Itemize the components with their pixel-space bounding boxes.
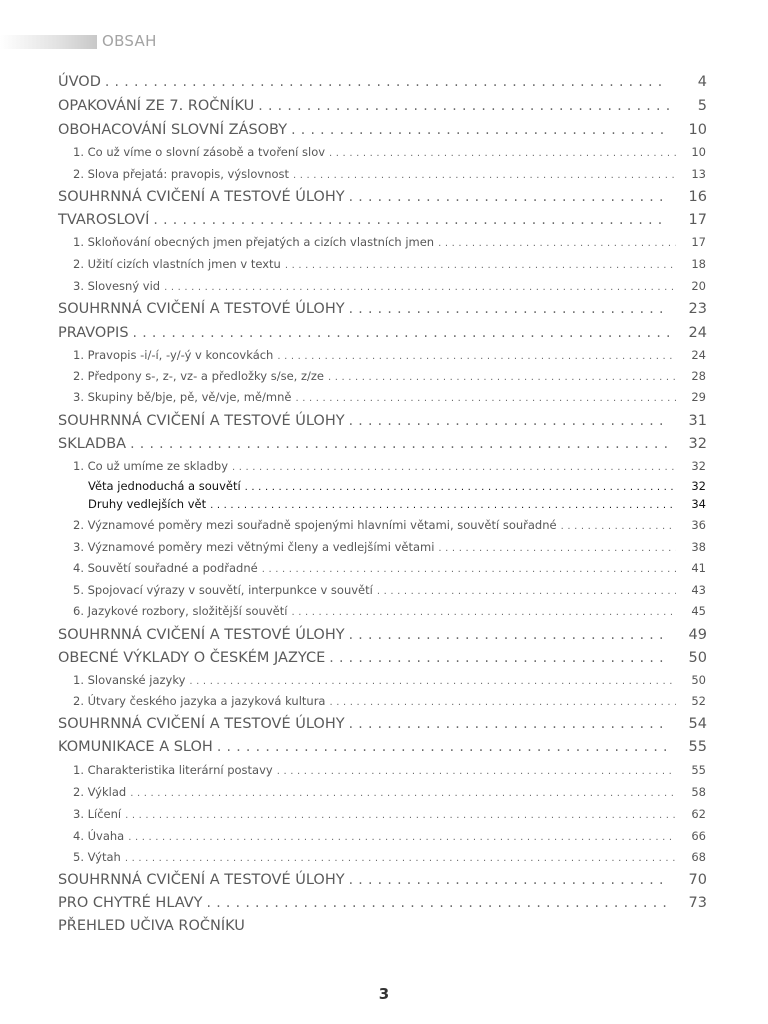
toc-entry-title: 1. Charakteristika literární postavy [73,763,273,777]
toc-entry-6-jazykove-rozbory-slozitejsi-souveti[interactable] [73,604,706,626]
toc-entry-page: 50 [688,650,707,666]
toc-entry-title: ÚVOD [58,74,101,90]
toc-entry-title: KOMUNIKACE A SLOH [58,739,213,755]
toc-entry-4-souveti-souradne-a-podradne[interactable] [73,561,706,583]
toc-entry-page: 55 [691,763,706,777]
dot-leader [125,853,676,864]
toc-entry-page: 68 [691,850,706,864]
toc-entry-page: 28 [691,369,706,383]
toc-entry-page: 24 [688,325,707,341]
toc-entry-5-vytah[interactable] [73,850,706,872]
toc-entry-title: OPAKOVÁNÍ ZE 7. ROČNÍKU [58,98,255,114]
toc-entry-page: 17 [688,212,707,228]
toc-entry-page: 18 [691,257,706,271]
toc-entry-title: SOUHRNNÁ CVIČENÍ A TESTOVÉ ÚLOHY [58,716,345,732]
toc-entry-title: 1. Co už umíme ze skladby [73,459,229,473]
toc-entry-page: 36 [691,518,706,532]
toc-entry-title: 2. Slova přejatá: pravopis, výslovnost [73,167,290,181]
toc-entry-title: 1. Pravopis -i/-í, -y/-ý v koncovkách [73,348,274,362]
toc-entry-page: 32 [691,479,706,493]
toc-entry-souhrnna-cviceni-a-testove-ulohy[interactable] [58,189,707,212]
toc-entry-title: SOUHRNNÁ CVIČENÍ A TESTOVÉ ÚLOHY [58,413,345,429]
toc-entry-tvaroslovi[interactable] [58,212,707,235]
toc-entry-1-charakteristika-literarni-postavy[interactable] [73,763,706,785]
toc-entry-3-skupiny-be-bje-pe-ve-vje-me-mne[interactable] [73,390,706,412]
page-title: OBSAH [102,32,157,50]
dot-leader [258,98,669,114]
toc-entry-page: 45 [691,604,706,618]
toc-entry-title: 3. Líčení [73,807,122,821]
toc-entry-page: 73 [688,895,707,911]
toc-entry-page: 4 [697,74,707,90]
header-decor-bar [0,35,97,49]
toc-entry-2-uziti-cizich-vlastnich-jmen-v-textu[interactable] [73,257,706,279]
toc-entry-obecne-vyklady-o-ceskem-jazyce[interactable] [58,650,707,673]
toc-entry-page: 52 [691,694,706,708]
toc-entry-souhrnna-cviceni-a-testove-ulohy[interactable] [58,301,707,324]
toc-entry-title: SOUHRNNÁ CVIČENÍ A TESTOVÉ ÚLOHY [58,627,345,643]
toc-entry-1-sklonovani-obecnych-jmen-prejatych-a-cizich-vlastnich-jmen[interactable] [73,235,706,257]
toc-entry-title: 1. Co už víme o slovní zásobě a tvoření slov [73,145,326,159]
toc-entry-title: Věta jednoduchá a souvětí [88,479,241,493]
dot-leader [277,766,676,777]
toc-entry-title: 3. Významové poměry mezi větnými členy a vedlejšími větami [73,540,435,554]
dot-leader [291,122,669,138]
toc-entry-page: 70 [688,872,707,888]
dot-leader [349,872,669,888]
dot-leader [349,716,669,732]
toc-entry-title: 1. Slovanské jazyky [73,673,186,687]
toc-entry-title: Druhy vedlejších vět [88,497,207,511]
toc-entry-title: PŘEHLED UČIVA ROČNÍKU [58,918,245,934]
dot-leader [125,810,676,821]
dot-leader [438,543,676,554]
toc-entry-title: SOUHRNNÁ CVIČENÍ A TESTOVÉ ÚLOHY [58,301,345,317]
dot-leader [438,238,676,249]
dot-leader [153,212,669,228]
dot-leader [329,697,676,708]
toc-entry-page: 20 [691,279,706,293]
toc-entry-page: 32 [691,459,706,473]
toc-entry-page: 50 [691,673,706,687]
toc-entry-page: 66 [691,829,706,843]
dot-leader [561,521,676,532]
toc-entry-3-vyznamove-pomery-mezi-vetnymi-cleny-a-vedlejsimi-vetami[interactable] [73,540,706,562]
toc-entry-page: 10 [688,122,707,138]
dot-leader [349,627,669,643]
toc-entry-prehled-uciva-rocniku[interactable] [58,918,707,941]
toc-entry-title: 2. Výklad [73,785,127,799]
toc-entry-page: 31 [688,413,707,429]
toc-entry-title: SOUHRNNÁ CVIČENÍ A TESTOVÉ ÚLOHY [58,872,345,888]
toc-entry-title: PRAVOPIS [58,325,129,341]
toc-entry-page: 24 [691,348,706,362]
toc-entry-page: 62 [691,807,706,821]
toc-entry-druhy-vedlejsich-vet[interactable] [88,497,706,519]
toc-entry-title: PRO CHYTRÉ HLAVY [58,895,203,911]
dot-leader [329,650,669,666]
toc-entry-page: 23 [688,301,707,317]
toc-entry-5-spojovaci-vyrazy-v-souveti-interpunkce-v-souveti[interactable] [73,583,706,605]
dot-leader [105,74,669,90]
toc-entry-title: OBECNÉ VÝKLADY O ČESKÉM JAZYCE [58,650,326,666]
dot-leader [349,189,669,205]
toc-entry-4-uvaha[interactable] [73,829,706,851]
dot-leader [291,607,676,618]
toc-entry-page: 32 [688,436,707,452]
toc-entry-2-vyznamove-pomery-mezi-souradne-spojenymi-hlavnimi-vetami-souveti-souradne[interactable] [73,518,706,540]
toc-entry-3-slovesny-vid[interactable] [73,279,706,301]
toc-entry-title: OBOHACOVÁNÍ SLOVNÍ ZÁSOBY [58,122,288,138]
toc-entry-page: 55 [688,739,707,755]
toc-entry-2-utvary-ceskeho-jazyka-a-jazykova-kultura[interactable] [73,694,706,716]
dot-leader [207,895,669,911]
toc-entry-title: 2. Významové poměry mezi souřadně spojenými hlavními větami, souvětí souřadné [73,518,557,532]
dot-leader [262,564,676,575]
dot-leader [217,739,669,755]
dot-leader [130,788,676,799]
toc-entry-page: 16 [688,189,707,205]
dot-leader [277,351,676,362]
toc-entry-title: 6. Jazykové rozbory, složitější souvětí [73,604,288,618]
page-number: 3 [378,985,390,1003]
toc-entry-2-vyklad[interactable] [73,785,706,807]
toc-entry-page: 17 [691,235,706,249]
dot-leader [189,676,676,687]
toc-entry-title: 5. Spojovací výrazy v souvětí, interpunkce v souvětí [73,583,373,597]
toc-entry-page: 49 [688,627,707,643]
toc-entry-title: 2. Předpony s-, z-, vz- a předložky s/se, z/ze [73,369,324,383]
toc-entry-page: 34 [691,497,706,511]
toc-entry-title: 4. Souvětí souřadné a podřadné [73,561,258,575]
toc-entry-page: 43 [691,583,706,597]
toc-entry-3-liceni[interactable] [73,807,706,829]
toc-entry-1-co-uz-vime-o-slovni-zasobe-a-tvoreni-slov[interactable] [73,145,706,167]
dot-leader [285,260,676,271]
toc-entry-page: 58 [691,785,706,799]
dot-leader [293,170,676,181]
dot-leader [210,500,676,511]
dot-leader [328,372,676,383]
toc-entry-souhrnna-cviceni-a-testove-ulohy[interactable] [58,872,707,895]
dot-leader [377,586,676,597]
toc-entry-title: 2. Užití cizích vlastních jmen v textu [73,257,281,271]
toc-entry-title: SOUHRNNÁ CVIČENÍ A TESTOVÉ ÚLOHY [58,189,345,205]
dot-leader [349,413,669,429]
toc-entry-1-slovanske-jazyky[interactable] [73,673,706,695]
toc-entry-title: 4. Úvaha [73,829,125,843]
toc-entry-title: 3. Skupiny bě/bje, pě, vě/vje, mě/mně [73,390,292,404]
toc-entry-1-pravopis-i-i-y-y-v-koncovkach[interactable] [73,348,706,370]
toc-entry-title: 1. Skloňování obecných jmen přejatých a cizích vlastních jmen [73,235,435,249]
toc-entry-page: 13 [691,167,706,181]
toc-entry-uvod[interactable] [58,74,707,97]
dot-leader [128,832,676,843]
toc-entry-skladba[interactable] [58,436,707,459]
toc-entry-pravopis[interactable] [58,325,707,348]
dot-leader [245,482,676,493]
toc-entry-2-predpony-s-z-vz-a-predlozky-s-se-z-ze[interactable] [73,369,706,391]
toc-entry-title: TVAROSLOVÍ [58,212,150,228]
toc-entry-title: 3. Slovesný vid [73,279,161,293]
dot-leader [164,282,676,293]
toc-entry-page: 41 [691,561,706,575]
toc-entry-title: 5. Výtah [73,850,121,864]
toc-entry-2-slova-prejata-pravopis-vyslovnost[interactable] [73,167,706,189]
toc-entry-pro-chytre-hlavy[interactable] [58,895,707,918]
toc-entry-page: 38 [691,540,706,554]
toc-entry-komunikace-a-sloh[interactable] [58,739,707,762]
dot-leader [130,436,669,452]
dot-leader [349,301,669,317]
toc-entry-1-co-uz-umime-ze-skladby[interactable] [73,459,706,481]
toc-entry-page: 10 [691,145,706,159]
dot-leader [329,148,676,159]
toc-entry-obohacovani-slovni-zasoby[interactable] [58,122,707,145]
toc-entry-souhrnna-cviceni-a-testove-ulohy[interactable] [58,716,707,739]
dot-leader [232,462,676,473]
toc-entry-page: 54 [688,716,707,732]
toc-entry-souhrnna-cviceni-a-testove-ulohy[interactable] [58,627,707,650]
toc-entry-souhrnna-cviceni-a-testove-ulohy[interactable] [58,413,707,436]
dot-leader [295,393,676,404]
toc-entry-page: 5 [697,98,707,114]
toc-entry-opakovani-ze-7-rocniku[interactable] [58,98,707,121]
dot-leader [133,325,669,341]
toc-entry-title: 2. Útvary českého jazyka a jazyková kultura [73,694,326,708]
toc-entry-page: 29 [691,390,706,404]
toc-entry-title: SKLADBA [58,436,127,452]
